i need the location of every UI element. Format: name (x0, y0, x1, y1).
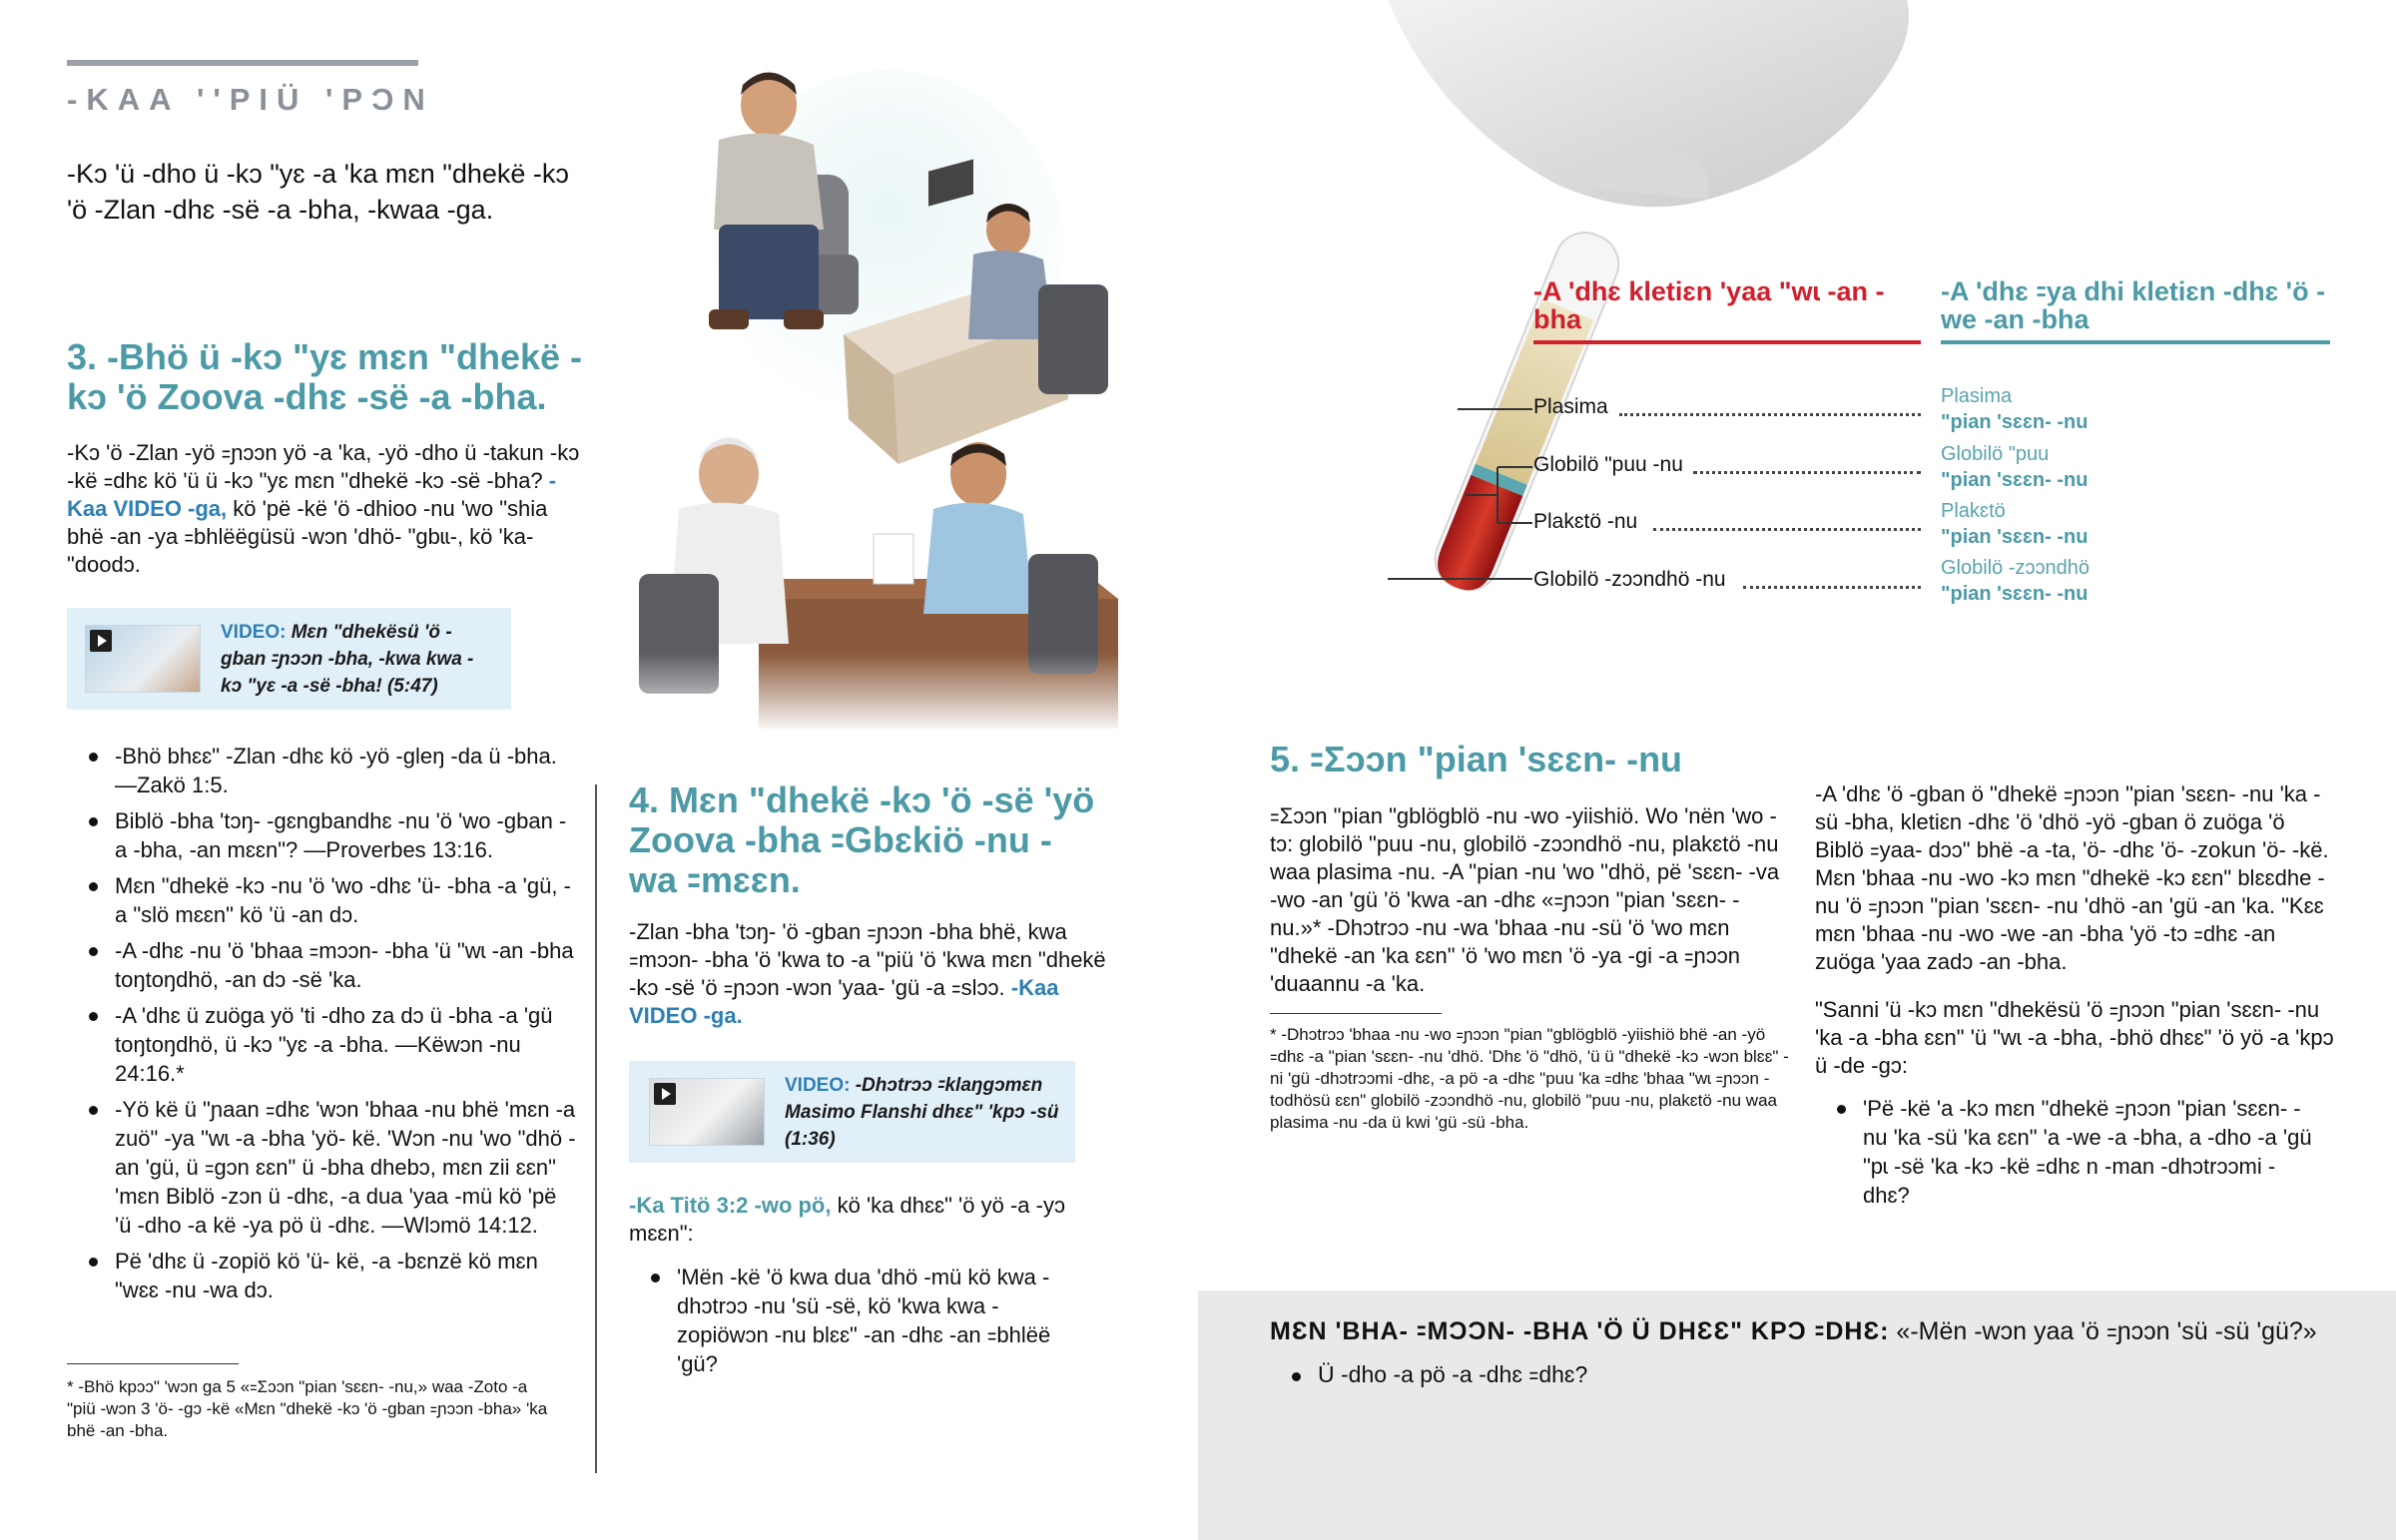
question-panel-label: MƐN 'BHA- ꞊MƆƆN- -BHA 'Ö Ü DHƐƐ" KPƆ ꞊DHƐ: (1270, 1317, 1890, 1345)
section-4-body-text: -Zlan -bha 'tɔŋ- 'ö -gban ꞊ɲɔɔn -bha bhë, kwa ꞊mɔɔn- -bha 'ö 'kwa to -a "piü 'ö 'kwa mɛn "dhekë -kɔ -së 'ö ꞊ɲɔɔn -wɔn 'yaa- 'gü -a ꞊slɔɔ. (629, 919, 1106, 1000)
section-3-body-after: kö 'pë -kë 'ö -dhioo -nu 'wo "shia bhë -an -ya ꞊bhlëëgüsü -wɔn 'dhö- "gbɩɩ-, kö 'ka- "doodɔ. (67, 496, 548, 577)
video-label-2: VIDEO: (785, 1074, 851, 1096)
video-thumbnail-2[interactable] (649, 1078, 765, 1146)
question-panel-question: «-Mën -wɔn yaa 'ö ꞊ɲɔɔn 'sü -sü 'gü?» (1889, 1317, 2317, 1345)
section-4-bullets (629, 1263, 1078, 1385)
section-5-bullets (1815, 1094, 2314, 1217)
footnote-rule-2 (1270, 1013, 1442, 1014)
leader-lines (1388, 389, 1547, 599)
footnote-2: * -Dhɔtrɔɔ 'bhaa -nu -wo ꞊ɲɔɔn "pian "gblögblö -yiishiö bhë -an -yö ꞊dhɛ -a "pian 'sɛɛn- -nu 'dhö. 'Dhɛ 'ö "dhö, 'ü ü "dhekë -kɔ -wɔn blɛɛ" -ni 'gü -dhɔtrɔɔmi -dhɛ, -a pö -a -dhɛ "puu 'ka ꞊dhɛ 'bhaa "wɩ ꞊ɲɔɔn -todhösü ɛɛn" globilö -zɔɔndhö -nu, globilö "puu -nu, plakɛtö -nu waa plasima -nu -da ü kwi 'gü -sü -bha. (1270, 1025, 1789, 1132)
dotted-leader (1619, 413, 1921, 416)
column-header-red-rule (1533, 340, 1921, 344)
row-note-platelets: "pian 'sɛɛn- -nu (1941, 526, 2089, 548)
section-4-read (629, 1192, 1088, 1248)
section-3-heading: 3. -Bhö ü -kɔ "yɛ mɛn "dhekë -kɔ 'ö Zoova -dhɛ -së -a -bha. (67, 336, 583, 417)
counseling-illustration (599, 55, 1158, 734)
section-5-heading: 5. ꞊Ʃɔɔn "pian 'sɛɛn- -nu (1270, 739, 1683, 779)
section-3-body-text: -Kɔ 'ö -Zlan -yö ꞊ɲɔɔn yö -a 'ka, -yö -dho ü -takun -kɔ -kë ꞊dhɛ kö 'ü ü -kɔ "yɛ mɛn "dhekë -kɔ -së -bha? (67, 440, 580, 493)
section-4-video-link[interactable]: -Kaa VIDEO -ga. (629, 975, 1059, 1028)
column-header-teal-rule (1941, 340, 2330, 344)
column-divider (595, 784, 597, 1473)
row-name-red-cells: Globilö "puu (1941, 443, 2050, 465)
kicker: -KAA ''PIÜ 'PƆN (67, 82, 434, 117)
list-item: -A -dhɛ -nu 'ö 'bhaa ꞊mɔɔn- -bha 'ü "wɩ -an -bha toŋtoŋdhö, -an dɔ -së 'ka. (67, 936, 576, 994)
section-3-body (67, 439, 586, 579)
section-4-read-after: kö 'ka dhɛɛ" 'ö yö -a -yɔ mɛɛn": (629, 1193, 1065, 1246)
footnote-rule-1 (67, 1363, 239, 1364)
row-note-red-cells: "pian 'sɛɛn- -nu (1941, 469, 2089, 491)
video-title-1: Mɛn "dhekësü 'ö -gban ꞊ɲɔɔn -bha, -kwa kwa -kɔ "yɛ -a -së -bha! (5:47) (221, 621, 474, 697)
video-title-2: -Dhɔtrɔɔ ꞊klaŋgɔmɛn Masimo Flanshi dhɛɛ" 'kpɔ -sü (1:36) (785, 1074, 1059, 1150)
video-thumbnail-1[interactable] (85, 625, 201, 693)
section-5-body-right-2: "Sanni 'ü -kɔ mɛn "dhekësü 'ö ꞊ɲɔɔn "pian 'sɛɛn- -nu 'ka -a -bha ɛɛn" 'ü "wɩ -a -bha, -bhö dhɛɛ" 'ö yö -a 'kpɔ ü -de -gɔ: (1815, 997, 2334, 1078)
row-label-red-cells: Globilö "puu -nu (1533, 453, 1683, 476)
top-rule (67, 60, 418, 66)
row-label-plasma: Plasima (1533, 395, 1608, 418)
footnote-1: * -Bhö kpɔɔ" 'wɔn ga 5 «꞊Ʃɔɔn "pian 'sɛɛn- -nu,» waa -Zoto -a "piü -wɔn 3 'ö- -gɔ -kë «Mɛn "dhekë -kɔ 'ö -gban ꞊ɲɔɔn -bha» 'ka bhë -an -bha. (67, 1377, 548, 1440)
list-item: 'Mën -kë 'ö kwa dua 'dhö -mü kö kwa -dhɔtrɔɔ -nu 'sü -së, kö 'kwa kwa -zopiöwɔn -nu blɛɛ" -an -dhɛ -an ꞊bhlëë 'gü? (629, 1263, 1078, 1378)
list-item: 'Pë -kë 'a -kɔ mɛn "dhekë ꞊ɲɔɔn "pian 'sɛɛn- -nu 'ka -sü 'ka ɛɛn" 'a -we -a -bha, a -dho -a 'gü "pɩ -së 'ka -kɔ -kë ꞊dhɛ n -man -dhɔtrɔɔmi -dhɛ? (1815, 1094, 2314, 1210)
list-item: Pë 'dhɛ ü -zopiö kö 'ü- kë, -a -bɛnzë kö mɛn "wɛɛ -nu -wa dɔ. (67, 1247, 576, 1304)
column-header-not-accepted: -A 'dhɛ kletiɛn 'yaa "wɩ -an -bha (1533, 276, 1885, 334)
play-icon[interactable] (90, 630, 112, 652)
list-item: -Bhö bhɛɛ" -Zlan -dhɛ kö -yö -gleŋ -da ü -bha.—Zakö 1:5. (67, 742, 576, 799)
row-note-white-cells: "pian 'sɛɛn- -nu (1941, 583, 2089, 605)
video-box-2[interactable] (629, 1061, 1075, 1163)
section-4-heading: 4. Mɛn "dhekë -kɔ 'ö -së 'yö Zoova -bha ꞊Gbɛkiö -nu -wa ꞊mɛɛn. (629, 779, 1095, 900)
list-item: Mɛn "dhekë -kɔ -nu 'ö 'wo -dhɛ 'ü- -bha -a 'gü, -a "slö mɛɛn" kö 'ü -an dɔ. (67, 871, 576, 929)
dotted-leader (1693, 471, 1921, 474)
video-box-1[interactable] (67, 608, 511, 710)
row-label-platelets: Plakɛtö -nu (1533, 510, 1638, 533)
row-label-white-cells: Globilö -zɔɔndhö -nu (1533, 568, 1726, 591)
section-5-body-left: ꞊Ʃɔɔn "pian "gblögblö -nu -wo -yiishiö. Wo 'nën 'wo -tɔ: globilö "puu -nu, globilö -zɔɔndhö -nu, plakɛtö -nu waa plasima -nu. -A "pian -nu 'wo "dhö, pë 'sɛɛn- -va -wo -an 'gü 'ö 'kwa -an -dhɛ «꞊ɲɔɔn "pian 'sɛɛn- -nu.»* -Dhɔtrɔɔ -nu -wa 'bhaa -nu -sü 'ö 'wo mɛn "dhekë -an 'ka ɛɛn" 'ö 'wo mɛn 'ö -ya -gi -a ꞊ɲɔɔn 'duaannu -a 'ka. (1270, 803, 1780, 996)
list-item: -A 'dhɛ ü zuöga yö 'ti -dho za dɔ ü -bha -a 'gü toŋtoŋdhö, ü -kɔ "yɛ -a -bha. —Këwɔn -nu 24:16.* (67, 1001, 576, 1088)
play-icon[interactable] (654, 1083, 676, 1105)
column-header-conscience: -A 'dhɛ ꞊ya dhi kletiɛn -dhɛ 'ö -we -an -bha (1941, 276, 2326, 334)
section-3-video-link[interactable]: -Kaa VIDEO -ga, (67, 468, 557, 521)
dotted-leader (1653, 528, 1921, 531)
section-4-body (629, 918, 1118, 1030)
dotted-leader (1743, 586, 1921, 589)
question-panel-heading (1270, 1317, 2317, 1346)
video-caption-1 (221, 619, 490, 700)
row-note-plasma: "pian 'sɛɛn- -nu (1941, 411, 2089, 433)
scripture-link[interactable]: -Ka Titö 3:2 -wo pö, (629, 1193, 832, 1218)
video-caption-2 (785, 1072, 1069, 1153)
list-item: -Yö kë ü "ɲaan ꞊dhɛ 'wɔn 'bhaa -nu bhë 'mɛn -a zuö" -ya "wɩ -a -bha 'yö- kë. 'Wɔn -nu 'wo "dhö -an 'gü, ü ꞊gɔn ɛɛn" ü -bha dhebɔ, mɛn zii ɛɛn" 'mɛn Biblö -zɔn ü -dhɛ, -a dua 'yaa -mü kö 'pë 'ü -dho -a kë -ya pö ü -dhɛ. —Wlɔmö 14:12. (67, 1095, 576, 1240)
row-name-plasma: Plasima (1941, 385, 2013, 407)
section-5-body-right-1: -A 'dhɛ 'ö -gban ö "dhekë ꞊ɲɔɔn "pian 'sɛɛn- -nu 'ka -sü -bha, kletiɛn -dhɛ 'ö 'dhö -yö -gban ö zuöga 'ö Biblö ꞊yaa- dɔɔ" bhë -a -ta, 'ö- -dhɛ 'ö- -zokun 'ö- -kë. Mɛn 'bhaa -nu -wo -kɔ mɛn "dhekë -kɔ ɛɛn" blɛɛdhe -nu 'ö ꞊ɲɔɔn "pian 'sɛɛn- -nu 'dhö -an 'gü -an 'ka. "Kɛɛ mɛn 'bhaa -nu -wo -we -an -bha 'yö -tɔ ꞊dhɛ -an zuöga 'yaa zadɔ -an -bha. (1815, 781, 2329, 974)
video-label-1: VIDEO: (221, 621, 287, 643)
section-3-bullets (67, 742, 576, 1311)
list-item: Biblö -bha 'tɔŋ- -gɛngbandhɛ -nu 'ö 'wo -gban -a -bha, -an mɛɛn"? —Proverbes 13:16. (67, 806, 576, 864)
row-name-platelets: Plakɛtö (1941, 500, 2006, 522)
intro-text: -Kɔ 'ü -dho ü -kɔ "yɛ -a 'ka mɛn "dhekë -kɔ 'ö -Zlan -dhɛ -së -a -bha, -kwaa -ga. (67, 159, 569, 225)
question-panel-item: Ü -dho -a pö -a -dhɛ ꞊dhɛ? (1270, 1361, 1587, 1388)
row-name-white-cells: Globilö -zɔɔndhö (1941, 557, 2090, 579)
